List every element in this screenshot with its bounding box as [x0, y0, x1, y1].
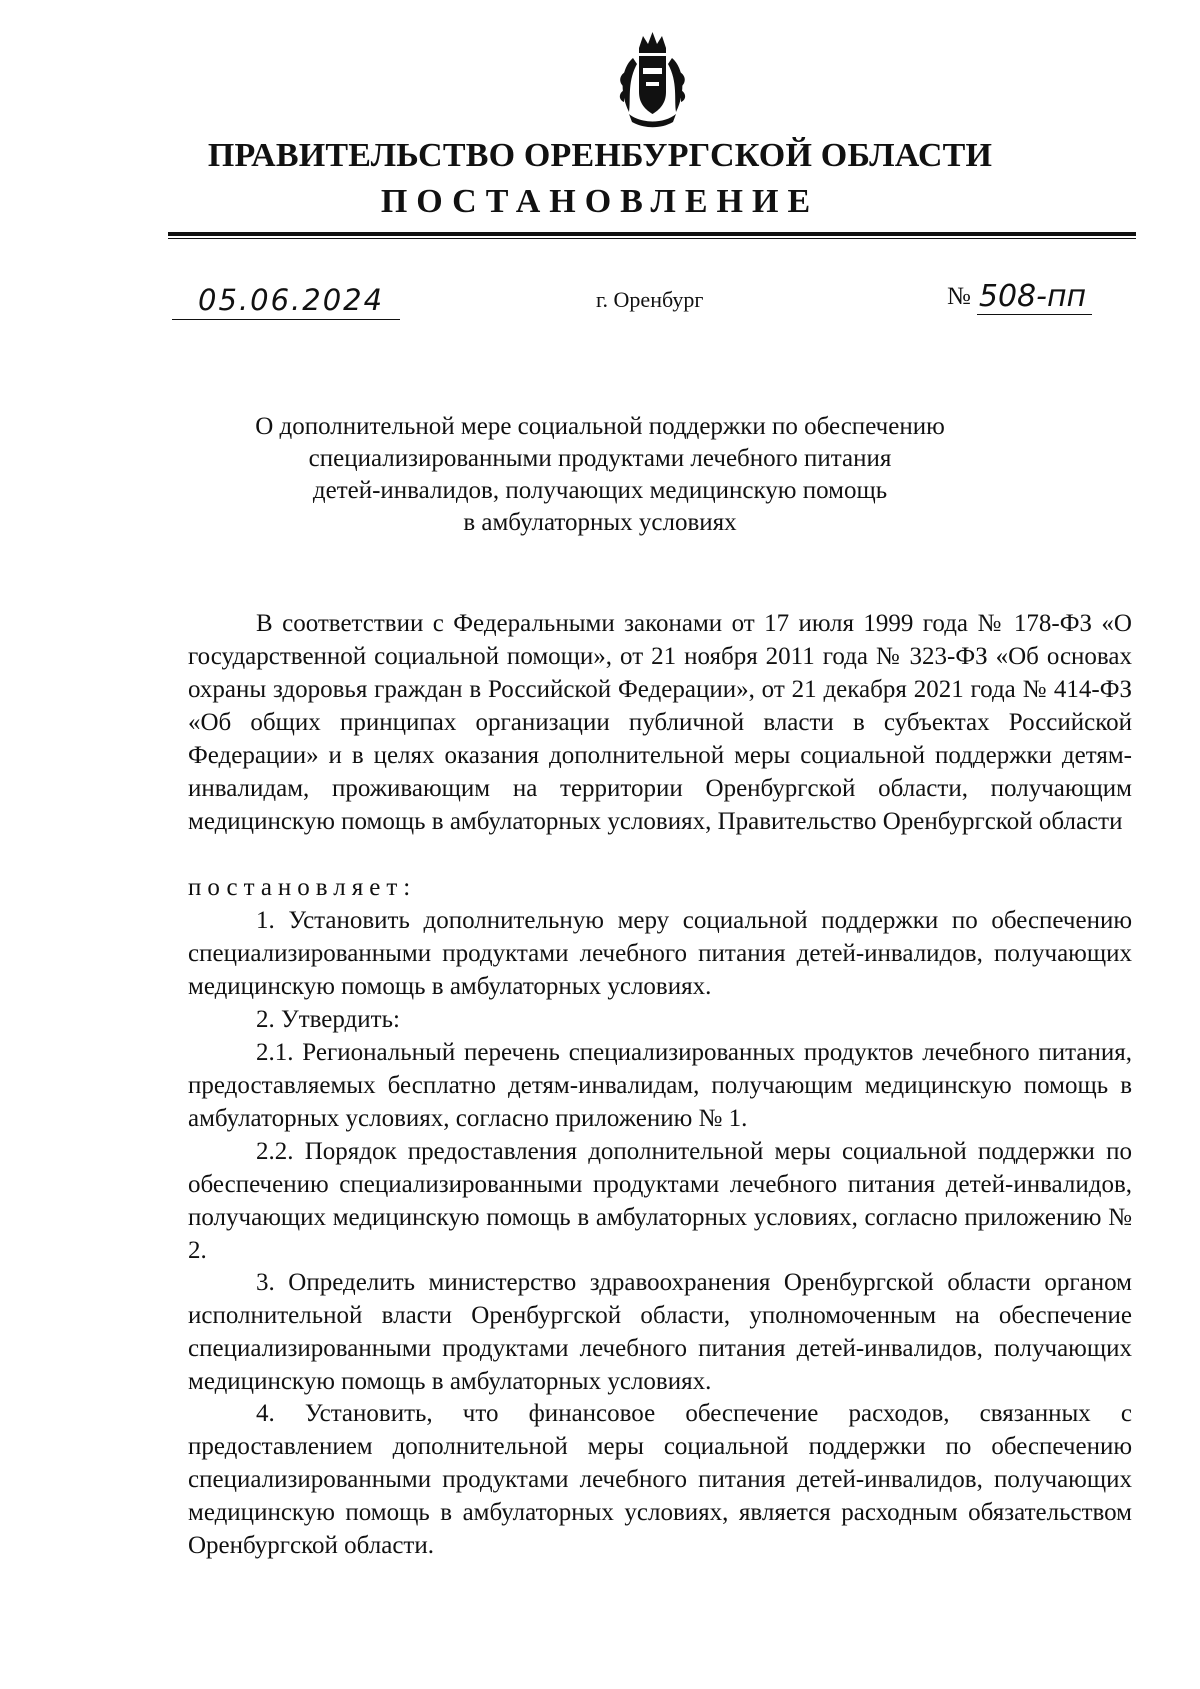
preamble-paragraph: В соответствии с Федеральными законами от 17 июля 1999 года № 178-ФЗ «О государственной социальной помощи», от 21 ноября 2011 года № 323-ФЗ «Об основах охраны здоровья граждан в Российской Федерации», от 21 декабря 2021 года № 414-ФЗ «Об общих принципах организации публичной власти в субъектах Российской Федерации» и в целях оказания дополнительной меры социальной поддержки детям-инвалидам, проживающим на территории Оренбургской области, получающим медицинскую помощь в амбулаторных условиях, Правительство Оренбургской области — [188, 610, 1132, 835]
item-text: 1. Установить дополнительную меру социальной поддержки по обеспечению специализированными продуктами лечебного питания детей-инвалидов, получающих медицинскую помощь в амбулаторных условиях. — [188, 907, 1132, 1000]
preamble-block — [188, 607, 1132, 838]
item-text: 2.1. Региональный перечень специализированных продуктов лечебного питания, предоставляемых бесплатно детям-инвалидам, получающим медицинскую помощь в амбулаторных условиях, согласно приложению № 1. — [188, 1039, 1132, 1132]
header-rule-thin — [168, 238, 1136, 239]
item-paragraph — [188, 1135, 1132, 1267]
item-paragraph — [188, 1397, 1132, 1562]
item-text: 2.2. Порядок предоставления дополнительной меры социальной поддержки по обеспечению специализированными продуктами лечебного питания детей-инвалидов, получающих медицинскую помощь в амбулаторных условиях, согласно приложению № 2. — [188, 1138, 1132, 1264]
title-line: в амбулаторных условиях — [463, 509, 737, 536]
item-paragraph — [188, 1266, 1132, 1398]
title-line: О дополнительной мере социальной поддержки по обеспечению — [255, 413, 945, 440]
title-line: детей-инвалидов, получающих медицинскую помощь — [312, 477, 888, 504]
item-paragraph — [188, 904, 1132, 1003]
item-paragraph — [188, 1036, 1132, 1135]
title-line: специализированными продуктами лечебного питания — [308, 445, 892, 472]
coat-of-arms-emblem — [615, 30, 690, 130]
document-date: 05.06.2024 — [198, 283, 385, 317]
document-number: 508-пп — [977, 280, 1092, 315]
resolves-block — [188, 871, 1132, 904]
item-text: 2. Утвердить: — [256, 1006, 400, 1033]
item-text: 3. Определить министерство здравоохранения Оренбургской области органом исполнительной власти Оренбургской области, уполномоченным на обеспечение специализированными продуктами лечебного питания детей-инвалидов, получающих медицинскую помощь в амбулаторных условиях. — [188, 1269, 1132, 1395]
document-type: ПОСТАНОВЛЕНИЕ — [380, 183, 820, 220]
document-date-field — [172, 283, 400, 320]
resolves-word: постановляет: — [188, 874, 417, 901]
item-paragraph — [188, 1003, 1132, 1036]
organization-name: ПРАВИТЕЛЬСТВО ОРЕНБУРГСКОЙ ОБЛАСТИ — [207, 137, 993, 174]
document-city: г. Оренбург — [596, 287, 704, 312]
header-rule-thick — [168, 232, 1136, 236]
document-number-field — [947, 280, 1092, 315]
item-text: 4. Установить, что финансовое обеспечение расходов, связанных с предоставлением дополнительной меры социальной поддержки по обеспечению специализированными продуктами лечебного питания детей-инвалидов, получающих медицинскую помощь в амбулаторных условиях, является расходным обязательством Оренбургской области. — [188, 1400, 1132, 1559]
number-symbol: № — [947, 283, 971, 310]
